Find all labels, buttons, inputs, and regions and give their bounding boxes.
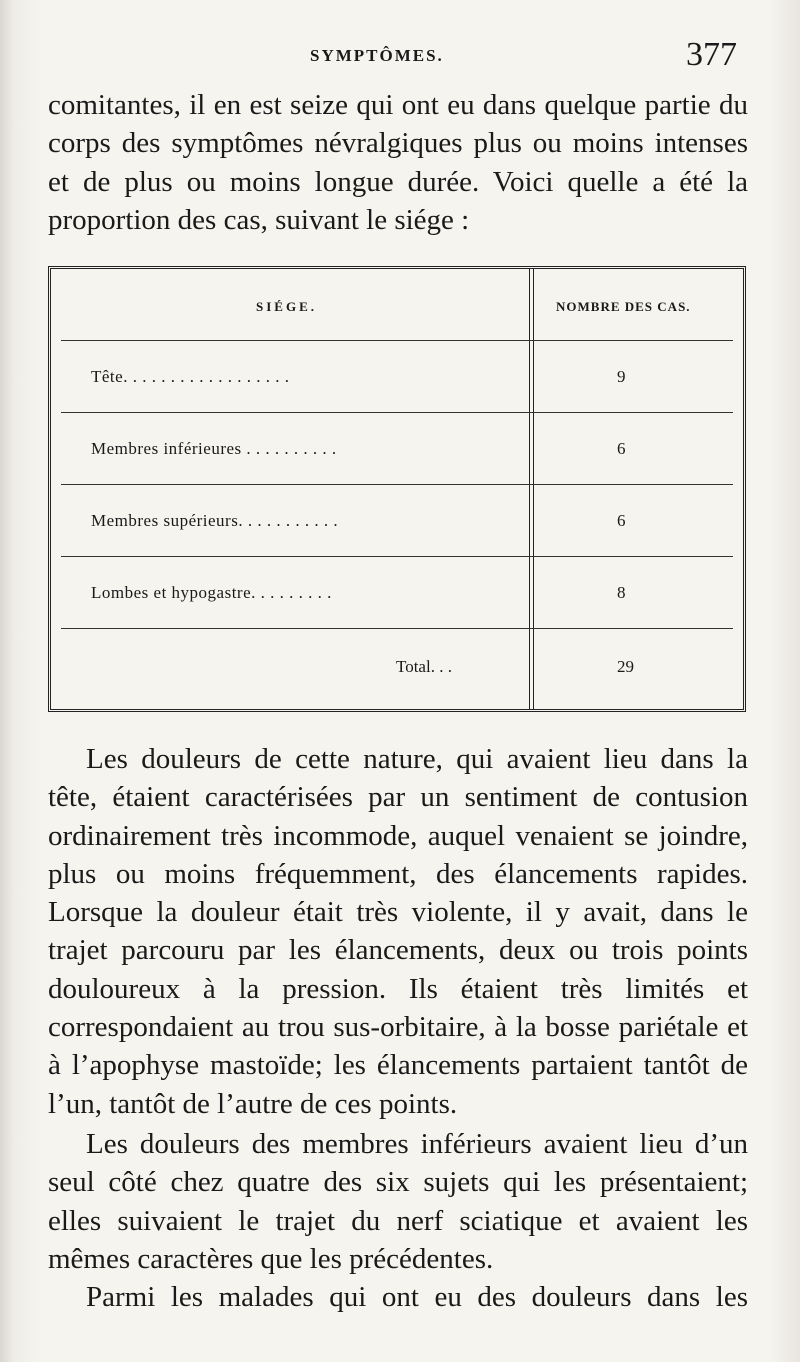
case-proportion-table	[48, 266, 746, 712]
body-paragraph: Les douleurs des membres inférieurs avaient lieu d’un seul côté chez quatre des six sujets qui les présentaient; elles suivaient le trajet du nerf sciatique et avaient les mêmes caractères que les précédentes.	[48, 1128, 748, 1275]
table-header-row	[51, 269, 743, 341]
row-rule	[61, 628, 733, 629]
row-label: Membres supérieurs. . . . . . . . . . .	[91, 511, 339, 530]
row-value: 6	[617, 439, 626, 458]
body-paragraph: Les douleurs de cette nature, qui avaient lieu dans la tête, étaient caractérisées par un sentiment de contusion ordinairement très incommode, auquel venaient se joindre, plus ou moins fréquemment, des élancements rapides. Lorsque la douleur était très violente, il y avait, dans le trajet parcouru par les élancements, deux ou trois points douloureux à la pression. Ils étaient très limités et correspondaient au trou sus-orbitaire, à la bosse pariétale et à l’apophyse mastoïde; les élancements partaient tantôt de l’un, tantôt de l’autre de ces points.	[48, 743, 748, 1120]
row-value: 8	[617, 583, 626, 602]
body-paragraph: Parmi les malades qui ont eu des douleurs dans les	[86, 1281, 748, 1313]
row-value: 6	[617, 511, 626, 530]
intro-paragraph: comitantes, il en est seize qui ont eu dans quelque partie du corps des symptômes névralgiques plus ou moins intenses et de plus ou moins longue durée. Voici quelle a été la proportion des cas, suivant le siége :	[48, 89, 748, 236]
page-header	[0, 36, 800, 76]
header-nombre-des-cas: NOMBRE DES CAS.	[556, 299, 691, 314]
table-row	[51, 341, 743, 413]
row-label: Lombes et hypogastre. . . . . . . . .	[91, 583, 332, 602]
total-value: 29	[617, 657, 634, 676]
row-label: Tête. . . . . . . . . . . . . . . . . .	[91, 367, 290, 386]
row-label: Membres inférieures . . . . . . . . . .	[91, 439, 337, 458]
table-total-row	[51, 631, 743, 703]
page-number: 377	[686, 36, 737, 73]
row-value: 9	[617, 367, 626, 386]
header-siege: SIÉGE.	[256, 299, 317, 314]
table-row	[51, 485, 743, 557]
table-row	[51, 557, 743, 629]
table-row	[51, 413, 743, 485]
total-label: Total. . .	[396, 657, 452, 676]
running-title: SYMPTÔMES.	[310, 46, 444, 65]
